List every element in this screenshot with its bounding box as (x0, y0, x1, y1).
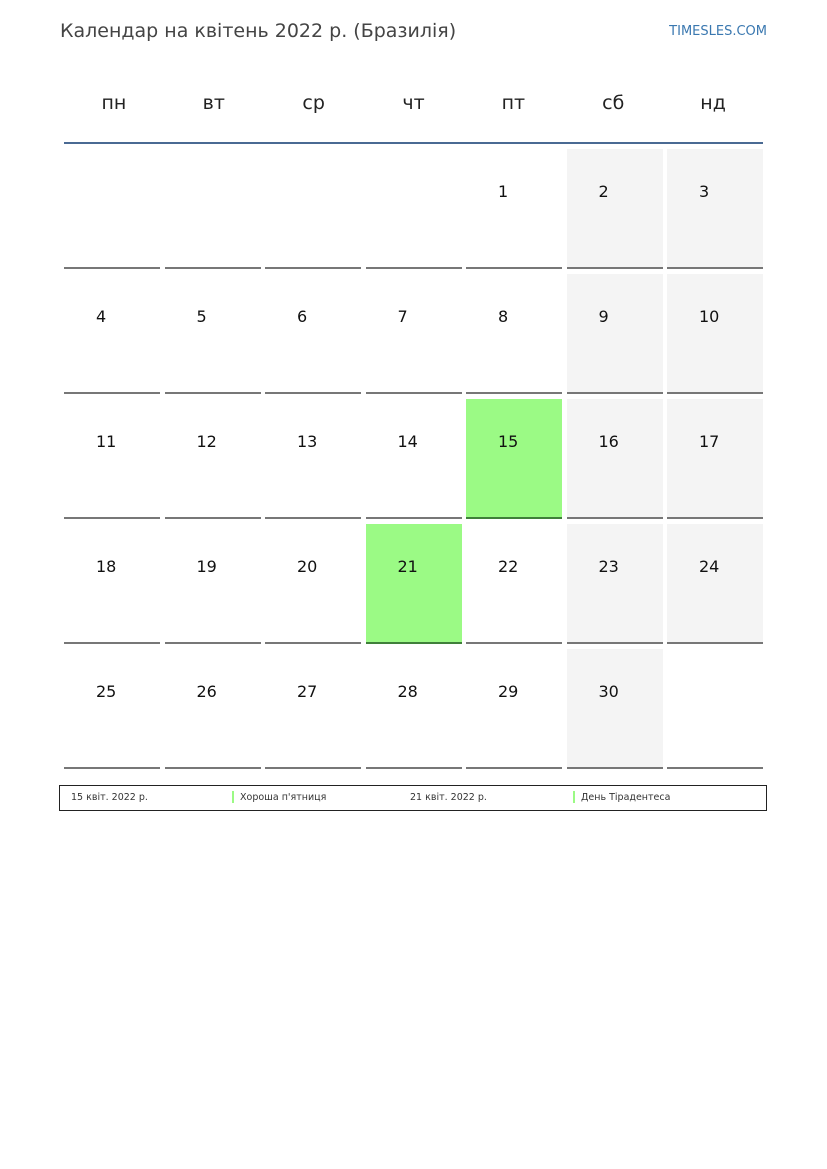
empty-day-cell (64, 149, 160, 269)
day-cell (667, 399, 763, 519)
brand-link[interactable]: TIMESLES.COM (669, 24, 767, 39)
weekday-header-row (64, 80, 763, 144)
weekday-thu: чт (402, 92, 425, 114)
day-cell (64, 274, 160, 394)
legend-color-marker (232, 791, 234, 803)
day-number: 9 (598, 307, 609, 326)
day-cell (567, 524, 663, 644)
day-cell (466, 399, 562, 519)
day-number: 2 (598, 182, 609, 201)
day-cell (466, 524, 562, 644)
legend-color-marker (573, 791, 575, 803)
weekday-wed: ср (302, 92, 325, 114)
day-number: 4 (96, 307, 107, 326)
day-number: 26 (196, 682, 217, 701)
legend-holiday-name: День Тірадентеса (581, 792, 671, 803)
day-cell (265, 649, 361, 769)
day-number: 28 (397, 682, 418, 701)
day-number: 19 (196, 557, 217, 576)
day-number: 24 (699, 557, 720, 576)
day-cell (165, 399, 261, 519)
day-number: 8 (498, 307, 509, 326)
empty-day-cell (165, 149, 261, 269)
day-cell (667, 524, 763, 644)
day-number: 16 (598, 432, 619, 451)
day-cell (64, 524, 160, 644)
day-cell (466, 649, 562, 769)
day-number: 5 (196, 307, 207, 326)
day-number: 20 (297, 557, 318, 576)
day-cell (265, 524, 361, 644)
day-cell (366, 649, 462, 769)
day-cell (165, 524, 261, 644)
day-cell (165, 649, 261, 769)
weekday-sat: сб (602, 92, 625, 114)
day-number: 21 (397, 557, 418, 576)
day-number: 29 (498, 682, 519, 701)
day-number: 17 (699, 432, 720, 451)
day-cell (466, 149, 562, 269)
day-cell (466, 274, 562, 394)
day-number: 15 (498, 432, 519, 451)
day-cell (567, 399, 663, 519)
day-cell (366, 399, 462, 519)
legend-date: 21 квіт. 2022 р. (410, 792, 487, 803)
day-cell (366, 274, 462, 394)
day-number: 25 (96, 682, 117, 701)
day-number: 13 (297, 432, 318, 451)
day-cell (64, 649, 160, 769)
day-number: 1 (498, 182, 509, 201)
day-number: 23 (598, 557, 619, 576)
day-cell (667, 274, 763, 394)
page-title: Календар на квітень 2022 р. (Бразилія) (60, 20, 457, 42)
holiday-legend (59, 785, 767, 811)
day-cell (567, 149, 663, 269)
weekday-sun: нд (700, 92, 726, 114)
day-cell (265, 274, 361, 394)
day-number: 6 (297, 307, 308, 326)
day-number: 12 (196, 432, 217, 451)
day-number: 7 (397, 307, 408, 326)
weekday-mon: пн (101, 92, 127, 114)
day-cell (567, 649, 663, 769)
empty-day-cell (265, 149, 361, 269)
day-cell (667, 149, 763, 269)
day-number: 11 (96, 432, 117, 451)
legend-holiday-name: Хороша п'ятниця (240, 792, 327, 803)
day-number: 14 (397, 432, 418, 451)
day-cell (64, 399, 160, 519)
day-number: 10 (699, 307, 720, 326)
day-number: 22 (498, 557, 519, 576)
calendar-grid (64, 149, 763, 769)
day-cell (366, 524, 462, 644)
day-number: 30 (598, 682, 619, 701)
day-number: 3 (699, 182, 710, 201)
weekday-fri: пт (501, 92, 526, 114)
day-number: 18 (96, 557, 117, 576)
weekday-tue: вт (202, 92, 225, 114)
day-cell (567, 274, 663, 394)
day-cell (165, 274, 261, 394)
empty-day-cell (667, 649, 763, 769)
legend-date: 15 квіт. 2022 р. (71, 792, 148, 803)
day-cell (265, 399, 361, 519)
day-number: 27 (297, 682, 318, 701)
empty-day-cell (366, 149, 462, 269)
